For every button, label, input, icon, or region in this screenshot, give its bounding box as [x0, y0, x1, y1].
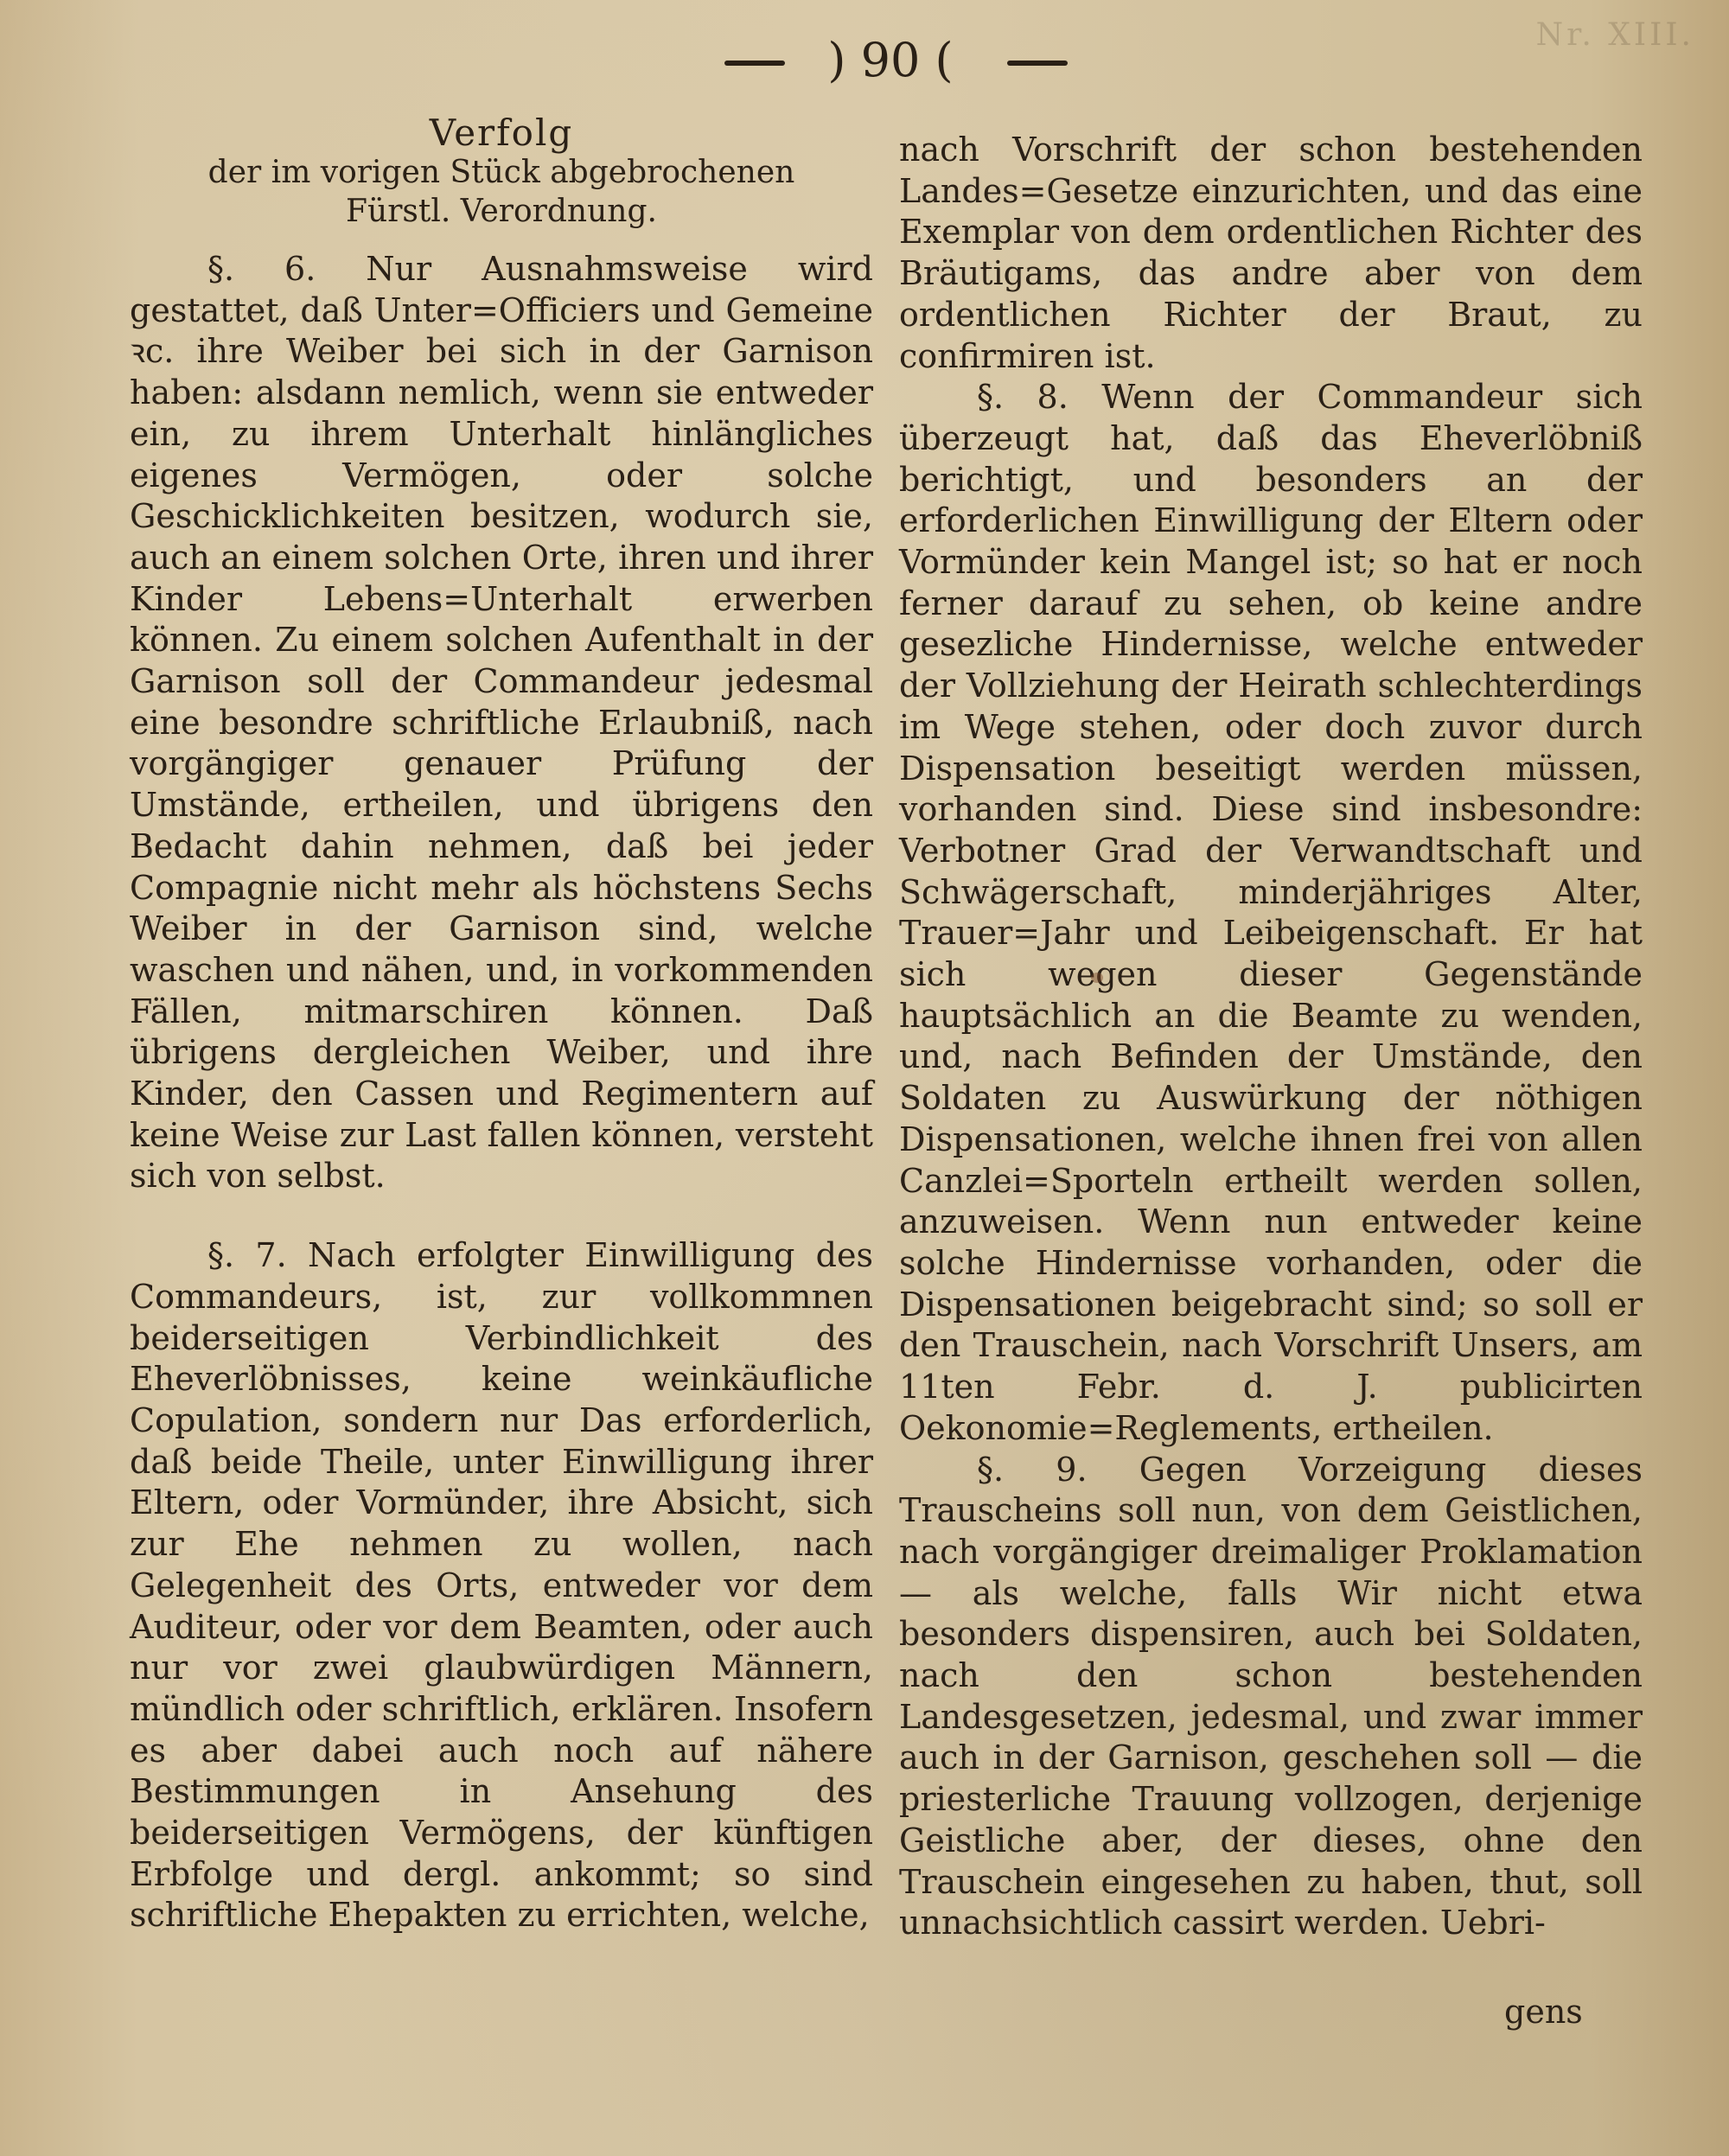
paper-stain	[1091, 973, 1103, 983]
heading-title: Verfolg	[429, 112, 574, 154]
heading-ordinance: Fürstl. Verordnung.	[346, 194, 657, 229]
paragraph-section-6: §. 6. Nur Ausnahmsweise wird gestattet, daß Unter=Officiers und Gemeine ꝛc. ihre Weiber bei sich in der Garnison haben: alsdann nemlich, wenn sie entweder ein, zu ihrem Unterhalt hinlängliches eigenes Vermögen, oder solche Geschicklichkeiten besitzen, wodurch sie, auch an einem solchen Orte, ihren und ihrer Kinder Lebens=Unterhalt erwerben können. Zu einem solchen Aufenthalt in der Garnison soll der Commandeur jedesmal eine besondre schriftliche Erlaubniß, nach vorgängiger genauer Prüfung der Umstände, ertheilen, und übrigens den Bedacht dahin nehmen, daß bei jeder Compagnie nicht mehr als höchstens Sechs Weiber in der Garnison sind, welche waschen und nähen, und, in vorkommenden Fällen, mitmarschiren können. Daß übrigens dergleichen Weiber, und ihre Kinder, den Cassen und Regimentern auf keine Weise zur Last fallen können, versteht sich von selbst.	[130, 250, 873, 1196]
right-column	[899, 130, 1643, 1944]
header-rule-left	[724, 61, 785, 66]
catchword: gens	[1504, 1993, 1583, 2031]
header-rule-right	[1007, 61, 1068, 66]
heading-subtitle: der im vorigen Stück abgebrochenen	[207, 155, 795, 190]
paragraph-section-8: §. 8. Wenn der Commandeur sich überzeugt hat, daß das Eheverlöbniß berichtigt, und besonders an der erforderlichen Einwilligung der Eltern oder Vormünder kein Mangel ist; so hat er noch ferner darauf zu sehen, ob keine andre gesezliche Hindernisse, welche entweder der Vollziehung der Heirath schlechterdings im Wege stehen, oder doch zuvor durch Dispensation beseitigt werden müssen, vorhanden sind. Diese sind insbesondre: Verbotner Grad der Verwandtschaft und Schwägerschaft, minderjähriges Alter, Trauer=Jahr und Leibeigenschaft. Er hat sich wegen dieser Gegenstände hauptsächlich an die Beamte zu wenden, und, nach Befinden der Umstände, den Soldaten zu Auswürkung der nöthigen Dispensationen, welche ihnen frei von allen Canzlei=Sporteln ertheilt werden sollen, anzuweisen. Wenn nun entweder keine solche Hindernisse vorhanden, oder die Dispensationen beigebracht sind; so soll er den Trauschein, nach Vorschrift Unsers, am 11ten Febr. d. J. publicirten Oekonomie=Reglements, ertheilen.	[899, 378, 1643, 1447]
paragraph-section-9: §. 9. Gegen Vorzeigung dieses Trauscheins soll nun, von dem Geistlichen, nach vorgängiger dreimaliger Proklamation — als welche, falls Wir nicht etwa besonders dispensiren, auch bei Soldaten, nach den schon bestehenden Landesgesetzen, jedesmal, und zwar immer auch in der Garnison, geschehen soll — die priesterliche Trauung vollzogen, derjenige Geistliche aber, der dieses, ohne den Trauschein eingesehen zu haben, thut, soll unnachsichtlich cassirt werden. Uebri-	[899, 1450, 1643, 1942]
page-number: ) 90 (	[827, 33, 954, 87]
paragraph-section-7-continued: nach Vorschrift der schon bestehenden Landes=Gesetze einzurichten, und das eine Exemplar von dem ordentlichen Richter des Bräutigams, das andre aber von dem ordentlichen Richter der Braut, zu confirmiren ist.	[899, 131, 1643, 375]
paragraph-gap	[130, 1197, 873, 1235]
page-header	[0, 35, 1729, 86]
left-column	[130, 112, 873, 1936]
paragraph-section-7: §. 7. Nach erfolgter Einwilligung des Commandeurs, ist, zur vollkommnen beiderseitigen Verbindlichkeit des Eheverlöbnisses, keine weinkäufliche Copulation, sondern nur Das erforderlich, daß beide Theile, unter Einwilligung ihrer Eltern, oder Vormünder, ihre Absicht, sich zur Ehe nehmen zu wollen, nach Gelegenheit des Orts, entweder vor dem Auditeur, oder vor dem Beamten, oder auch nur vor zwei glaubwürdigen Männern, mündlich oder schriftlich, erklären. Insofern es aber dabei auch noch auf nähere Bestimmungen in Ansehung des beiderseitigen Vermögens, der künftigen Erbfolge und dergl. ankommt; so sind schriftliche Ehepakten zu errichten, welche,	[130, 1236, 873, 1935]
bleed-through-text: Nr. XIII.	[1535, 17, 1694, 53]
